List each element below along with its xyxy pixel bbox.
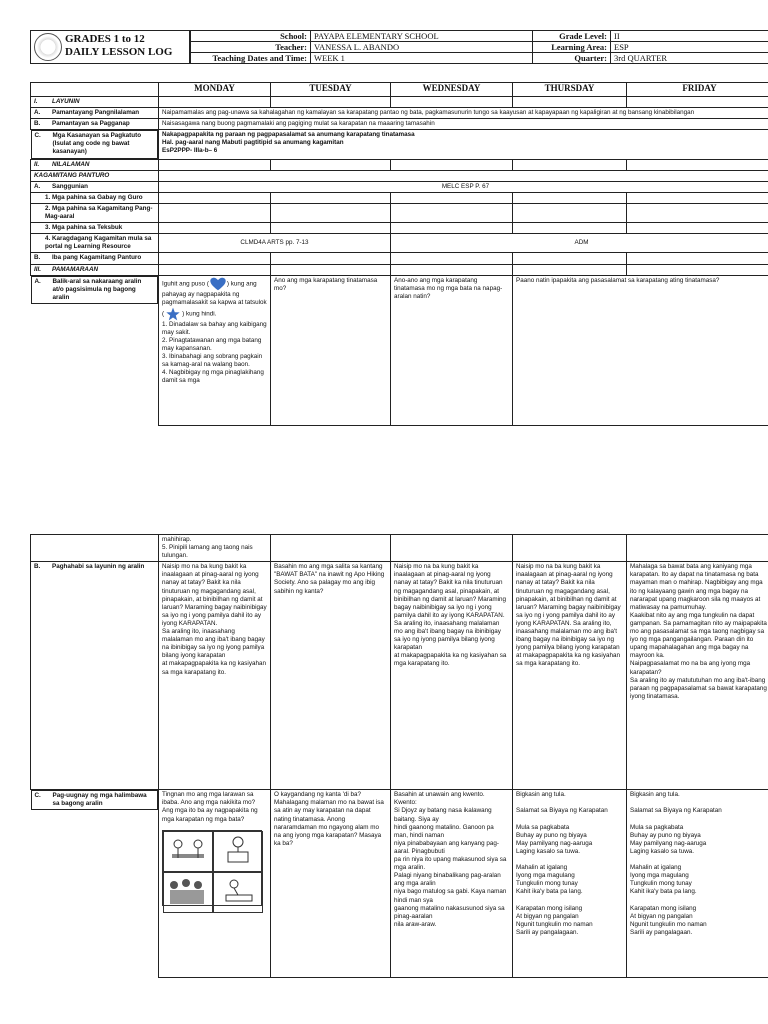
dates-label: Teaching Dates and Time: (191, 53, 311, 64)
text-part: Iguhit ang puso ( (162, 280, 209, 288)
day-header-monday: MONDAY (159, 83, 271, 97)
children-rights-pictures (162, 830, 262, 906)
day-header-wednesday: WEDNESDAY (391, 83, 513, 97)
sanggunian-text: MELC ESP P. 67 (159, 181, 768, 192)
picture-child-reading (213, 872, 263, 913)
row-index: B. (34, 254, 41, 262)
school-value: PAYAPA ELEMENTARY SCHOOL (311, 31, 533, 42)
pagganap-text: Naisasagawa nang buong pagmamalaki ang pagiging mulat sa karapatan na maaaring tamasahin (159, 119, 768, 130)
row-label: NILALAMAN (52, 160, 90, 168)
row-balik-aral (31, 275, 768, 425)
row-label: LAYUNIN (52, 98, 80, 105)
row-karagdagang (31, 234, 768, 253)
paguugnay-monday: Tingnan mo ang mga larawan sa ibaba. Ano ang mga nakikita mo? Ang mga ito ba ay nagpapakita ng mga karapatan ng mga bata? (162, 791, 258, 823)
karagdagang-left: CLMD4A ARTS pp. 7-13 (159, 234, 391, 253)
row-index: B. (34, 563, 41, 571)
row-kasanayan (31, 130, 768, 159)
paguugnay-tuesday: O kaygandang ng kanta 'di ba? Mahalagang malaman mo na bawat isa sa atin ay may karapatan na dapat nating tinatamasa. Anong nararamdaman mo ngayong alam mo na ang iyong mga karapatan? Masaya ka ba? (271, 790, 391, 978)
continuation-monday: mahihirap. 5. Pinipili lamang ang taong nais tulungan. (159, 535, 271, 562)
paghahabi-tuesday: Basahin mo ang mga salita sa kantang "BAWAT BATA" na inawit ng Apo Hiking Society. Ano sa palagay mo ang ibig sabihin ng kanta? (271, 562, 391, 790)
row-label: 2. Mga pahina sa Kagamitang Pang-Mag-aaral (31, 203, 159, 222)
kasanayan-line1: Nakapagpapakita ng paraan ng pagpapasalamat sa anumang karapatang tinatamasa (162, 131, 415, 139)
row-iba-pang (31, 253, 768, 264)
lesson-table-page2 (30, 534, 768, 978)
deped-seal-logo (34, 33, 62, 61)
row-sanggunian (31, 181, 768, 192)
teacher-label: Teacher: (191, 42, 311, 53)
row-label: Pamantayang Pangnilalaman (52, 109, 140, 117)
balik-aral-wednesday: Ano-ano ang mga karapatang tinatamasa mo ng mga bata na napag-aralan natin? (391, 275, 513, 425)
teacher-value: VANESSA L. ABANDO (311, 42, 533, 53)
paghahabi-friday: Mahalaga sa bawat bata ang kaniyang mga karapatan. Ito ay dapat na tinatamasa ng bata mayaman man o mahirap. Nagbibigay ang mga ito ng kalayaang gawin ang mga bagay na nararapat upang magkaroon sila ng maayos at matiwasay na pamumuhay. Kaakibat nito ay ang mga tungkulin na dapat gampanan. Sa pamamagitan nito ay maipapakita mo ang pasasalamat sa mga taong nagbigay sa iyo ng mga pangangailangan. Paraan din ito upang mapahalagahan ang mga bagay na mayroon ka. Naipagpasalamat mo na ba ang iyong mga karapatan? Sa araling ito ay matututuhan mo ang iba't-ibang paraan ng pagpapasalamat sa bawat karapatang iyong tinatamasa. (627, 562, 768, 790)
row-index: II. (34, 160, 40, 168)
row-index: B. (34, 120, 41, 128)
row-paguugnay (31, 790, 768, 978)
row-pangnilalaman (31, 108, 768, 119)
row-index: III. (34, 265, 41, 273)
row-label: 4. Karagdagang Kagamitan mula sa portal ng Learning Resource (31, 234, 159, 253)
pangnilalaman-text: Naipamamalas ang pag-unawa sa kahalagahan ng kamalayan sa karapatang pantao ng bata, pagkamasunurin tungo sa kaayusan at kapayapaan ng kapaligiran at ng bansang kinabibilangan (159, 108, 768, 119)
picture-family-meal (163, 831, 213, 872)
row-label: 1. Mga pahina sa Gabay ng Guro (31, 192, 159, 203)
star-icon (164, 307, 182, 321)
row-paghahabi (31, 562, 768, 790)
row-index: A. (34, 277, 41, 285)
balik-aral-list: 1. Dinadalaw sa bahay ang kaibigang may sakit. 2. Pinagtatawanan ang mga batang may kapansanan. 3. Ibinabahagi ang sobrang pagkain sa kamag-aral na walang baon. 4. Nagbibigay ng mga pinaglakihang damit sa mga (162, 320, 267, 385)
picture-group-children (163, 872, 213, 913)
row-label: 3. Mga pahina sa Teksbuk (31, 223, 159, 234)
quarter-label: Quarter: (533, 53, 611, 64)
quarter-value: 3rd QUARTER (611, 53, 768, 64)
header-table (190, 30, 768, 64)
row-label: Sanggunian (52, 182, 89, 190)
day-header-tuesday: TUESDAY (271, 83, 391, 97)
day-header-thursday: THURSDAY (513, 83, 627, 97)
row-label: Iba pang Kagamitang Panturo (52, 254, 142, 262)
row-index: A. (34, 182, 41, 190)
picture-child-study (213, 831, 263, 872)
title-line2: DAILY LESSON LOG (65, 46, 173, 58)
row-kagamitan-aaral (31, 203, 768, 222)
paghahabi-thursday: Naisip mo na ba kung bakit ka inaalagaan at pinag-aaral ng iyong nanay at tatay? Bakit ka nila tinuturuan ng magagandang asal, pinapakain, at binibilhan ng damit at laruan? Maraming bagay naibinibigay sa iyo ng i yong pamilya dahil ito ay iyong KARAPATAN. Sa araling ito, inaasahang malalaman mo ang iba't ibang bagay na ibinibigay sa iyo ng iyong pamilya bilang iyong karapatan at makapagpapakita ka ng kasiyahan sa mga karapatang ito. (513, 562, 627, 790)
heart-icon (209, 277, 227, 291)
row-label: Pamantayan sa Pagganap (52, 120, 130, 128)
area-label: Learning Area: (533, 42, 611, 53)
grade-label: Grade Level: (533, 31, 611, 42)
lesson-table-page1 (30, 82, 768, 426)
row-pamamaraan (31, 264, 768, 275)
row-layunin (31, 97, 768, 108)
row-kagamitan (31, 170, 768, 181)
row-label: PAMAMARAAN (52, 265, 99, 273)
corner-cell (31, 83, 159, 97)
row-label: Paghahabi sa layunin ng aralin (52, 563, 145, 571)
text-part: ) kung ang pahayag ay nagpapakita ng pagmamalasakit sa kapwa at tatsulok ( (162, 280, 267, 318)
row-label: Pag-uugnay ng mga halimbawa sa bagong aralin (52, 792, 147, 808)
paguugnay-friday: Bigkasin ang tula. Salamat sa Biyaya ng Karapatan Mula sa pagkabata Buhay ay puno ng biyaya May pamilyang nag-aaruga Laging kasalo sa tuwa. Mahalin at igalang Iyong mga magulang Tungkulin mong tunay Kahit ika'y bata pa lang. Karapatan mong isilang At bigyan ng pangalan Ngunit tungkulin mo naman Sarili ay pangalagaan. (627, 790, 768, 978)
row-index: I. (34, 98, 38, 105)
school-label: School: (191, 31, 311, 42)
paghahabi-wednesday: Naisip mo na ba kung bakit ka inaalagaan at pinag-aaral ng iyong nanay at tatay? Bakit ka nila tinuturuan ng magagandang asal, pinapakain, at binibilhan ng damit at laruan? Maraming bagay naibinibigay sa iyo ng i yong pamilya dahil ito ay iyong KARAPATAN. Sa araling ito, inaasahang malalaman mo ang iba't ibang bagay na ibinibigay sa iyo ng iyong pamilya bilang iyong karapatan at makapagpapakita ka ng kasiyahan sa mga karapatang ito. (391, 562, 513, 790)
dates-value: WEEK 1 (311, 53, 533, 64)
row-gabay (31, 192, 768, 203)
text-part: ) kung hindi. (182, 310, 217, 318)
row-continuation (31, 535, 768, 562)
row-index: A. (34, 109, 41, 117)
row-index: C. (34, 132, 41, 140)
karagdagang-right: ADM (391, 234, 768, 253)
row-pagganap (31, 119, 768, 130)
row-label: Mga Kasanayan sa Pagkatuto (Isulat ang code ng bawat kasanayan) (52, 132, 142, 156)
row-nilalaman (31, 159, 768, 170)
kasanayan-line3: EsP2PPP- IIIa-b– 6 (162, 147, 218, 155)
area-value: ESP (611, 42, 768, 53)
balik-aral-monday (159, 275, 271, 425)
grade-value: II (611, 31, 768, 42)
title-line1: GRADES 1 to 12 (65, 33, 145, 45)
kasanayan-line2: Hal. pag-aaral nang Mabuti pagtitipid sa anumang kagamitan (162, 139, 344, 147)
row-index: C. (34, 792, 41, 800)
row-label: KAGAMITANG PANTURO (31, 170, 159, 181)
paghahabi-monday: Naisip mo na ba kung bakit ka inaalagaan at pinag-aaral ng iyong nanay at tatay? Bakit ka nila tinuturuan ng magagandang asal, pinapakain, at binibilhan ng damit at laruan? Maraming bagay naibinibigay sa iyo ng i yong pamilya dahil ito ay iyong KARAPATAN. Sa araling ito, inaasahang malalaman mo ang iba't ibang bagay na ibinibigay sa iyo ng iyong pamilya bilang iyong karapatan at makapagpapakita ka ng kasiyahan sa mga karapatang ito. (159, 562, 271, 790)
title-block (30, 30, 190, 64)
paguugnay-wednesday: Basahin at unawain ang kwento. Kwento: Si Djoyz ay batang nasa ikalawang baitang. Siya ay hindi gaanong matalino. Ganoon pa man, hindi naman niya pinababayaan ang kanyang pag-aaral. Pinagbubuti pa rin niya ito upang makasunod siya sa mga aralin. Palagi niyang binabalikang pag-aralan ang mga aralin niya bago matulog sa gabi. Kaya naman hindi man sya gaanong matalino nakasusunod siya sa pinag-aaralan nila araw-araw. (391, 790, 513, 978)
balik-aral-tuesday: Ano ang mga karapatang tinatamasa mo? (271, 275, 391, 425)
paguugnay-thursday: Bigkasin ang tula. Salamat sa Biyaya ng Karapatan Mula sa pagkabata Buhay ay puno ng biyaya May pamilyang nag-aaruga Laging kasalo sa tuwa. Mahalin at igalang Iyong mga magulang Tungkulin mong tunay Kahit ika'y bata pa lang. Karapatan mong isilang At bigyan ng pangalan Ngunit tungkulin mo naman Sarili ay pangalagaan. (513, 790, 627, 978)
row-label: Balik-aral sa nakaraang aralin at/o pagsisimula ng bagong aralin (52, 277, 142, 301)
day-header-friday: FRIDAY (627, 83, 768, 97)
row-teksbuk (31, 223, 768, 234)
balik-aral-thursday: Paano natin ipapakita ang pasasalamat sa karapatang ating tinatamasa? (513, 275, 768, 425)
